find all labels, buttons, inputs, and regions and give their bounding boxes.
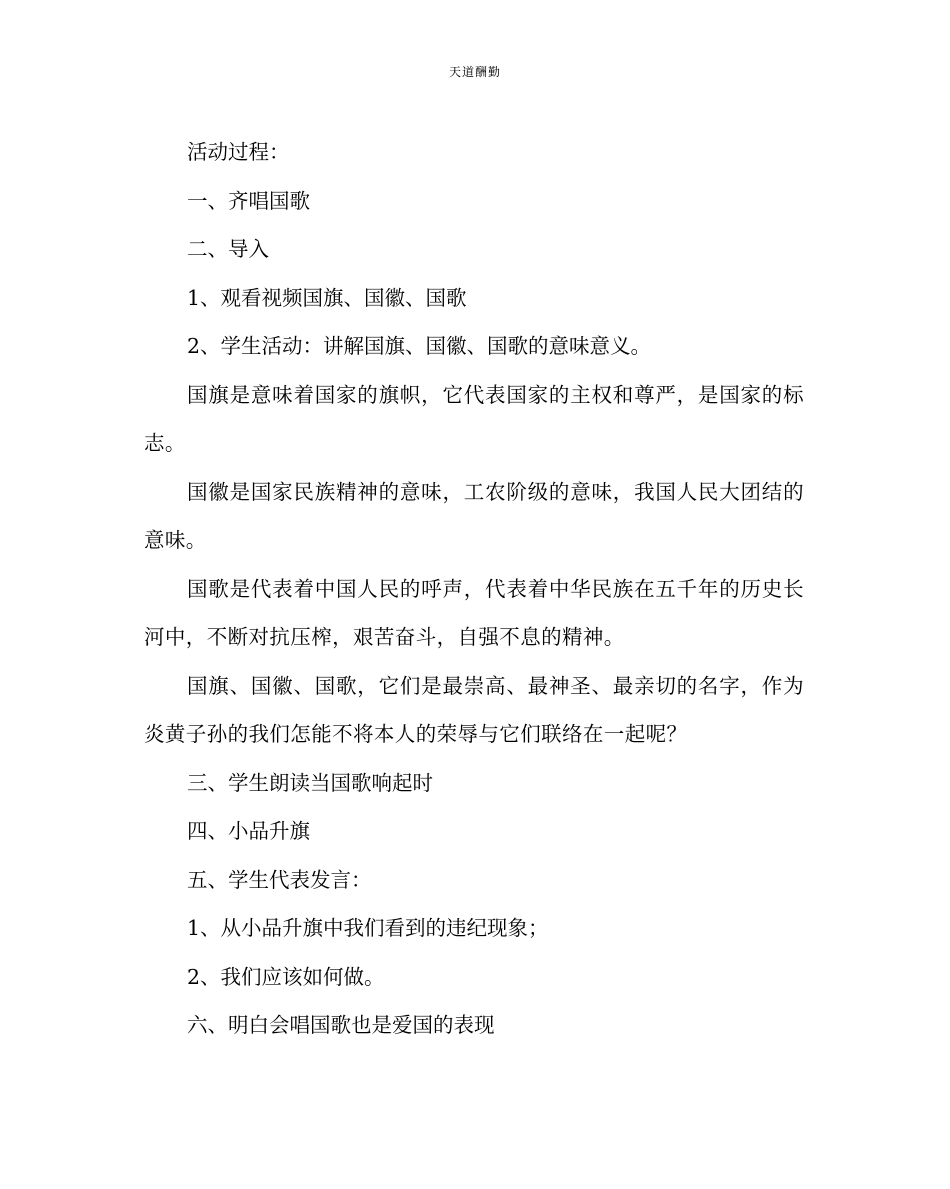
paragraph-anthem-meaning: 国歌是代表着中国人民的呼声，代表着中华民族在五千年的历史长河中，不断对抗压榨，艰苦奋斗，自强不息的精神。	[144, 576, 804, 649]
paragraph-section-4: 四、小品升旗	[187, 819, 310, 843]
page-header: 天道酬勤	[448, 65, 501, 79]
paragraph-item-2-2: 2、学生活动：讲解国旗、国徽、国歌的意味意义。	[187, 334, 652, 358]
paragraph-flag-meaning: 国旗是意味着国家的旗帜，它代表国家的主权和尊严，是国家的标志。	[144, 382, 804, 455]
paragraph-section-6: 六、明白会唱国歌也是爱国的表现	[187, 1013, 495, 1037]
paragraph-activity-process: 活动过程：	[187, 140, 290, 164]
paragraph-symbols-summary: 国旗、国徽、国歌，它们是最崇高、最神圣、最亲切的名字，作为炎黄子孙的我们怎能不将本人的荣辱与它们联络在一起呢？	[144, 673, 804, 746]
paragraph-section-1: 一、齐唱国歌	[187, 188, 310, 213]
paragraph-section-3: 三、学生朗读当国歌响起时	[187, 770, 433, 795]
paragraph-item-5-2: 2、我们应该如何做。	[187, 964, 385, 989]
paragraph-emblem-meaning: 国徽是国家民族精神的意味，工农阶级的意味，我国人民大团结的意味。	[144, 479, 804, 552]
paragraph-section-2: 二、导入	[187, 237, 269, 261]
paragraph-section-5: 五、学生代表发言：	[187, 867, 372, 892]
paragraph-item-2-1: 1、观看视频国旗、国徽、国歌	[187, 285, 467, 310]
document-body	[144, 128, 804, 1050]
paragraph-item-5-1: 1、从小品升旗中我们看到的违纪现象；	[187, 916, 549, 940]
